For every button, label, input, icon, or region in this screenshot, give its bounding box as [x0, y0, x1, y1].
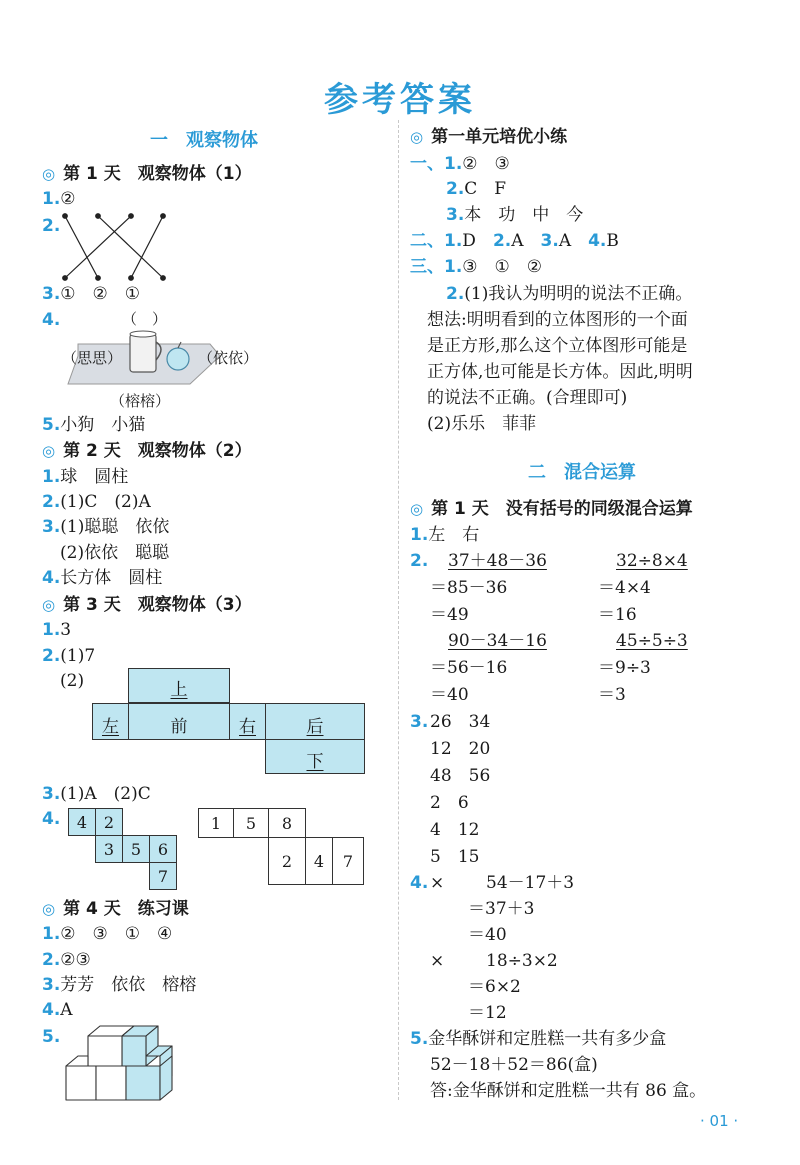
chapter-2-heading: 二 混合运算: [528, 462, 636, 483]
s3-q1: 三、1.③ ① ②: [410, 257, 543, 277]
calc-c1: 90－34－16: [448, 631, 547, 651]
q3-pair: 26 34: [430, 712, 491, 732]
d4-q5-number: 5.: [42, 1027, 61, 1047]
s1-q2: 2.C F: [446, 179, 507, 199]
d3-q4-number: 4.: [42, 809, 61, 829]
d4-q4: 4.A: [42, 1000, 73, 1020]
ch2-q2-number: 2.: [410, 551, 429, 571]
page-title: 参考答案: [324, 80, 476, 120]
q3-pair: 5 15: [430, 847, 480, 867]
net-face-left: 左: [92, 703, 129, 740]
ch2-q5-line1: 5.金华酥饼和定胜糕一共有多少盒: [410, 1029, 667, 1049]
grid2-cell: 8: [268, 808, 306, 838]
ch2-q4-number: 4.: [410, 873, 429, 893]
ch2-q3-number: 3.: [410, 712, 429, 732]
d1-q2-number: 2.: [42, 216, 61, 236]
s2-answers: 二、1.D 2.A 3.A 4.B: [410, 231, 619, 251]
d3-q3: 3.(1)A (2)C: [42, 784, 151, 804]
q4-step-1: ＝37＋3: [468, 899, 535, 919]
day2-header: ◎ 第 2 天 观察物体（2）: [42, 441, 252, 461]
d1-q5: 5.小狗 小猫: [42, 415, 146, 435]
d2-q4: 4.长方体 圆柱: [42, 568, 163, 588]
grid1-cell: 6: [149, 835, 177, 863]
d1-q4-number: 4.: [42, 310, 61, 330]
calc-a1: 37＋48－36: [448, 551, 547, 571]
calc-b3: ＝16: [598, 605, 637, 625]
net-face-back: 后: [265, 703, 365, 740]
d3-q2b: (2): [60, 671, 85, 691]
q3-pair: 4 12: [430, 820, 480, 840]
day3-header: ◎ 第 3 天 观察物体（3）: [42, 595, 252, 615]
s3-q2-line3: 是正方形,那么这个立体图形可能是: [427, 336, 688, 356]
d1-q3: 3.① ② ①: [42, 284, 141, 304]
ch2-q5-line3: 答:金华酥饼和定胜糕一共有 86 盒。: [430, 1081, 707, 1101]
grid2-cell: 7: [332, 837, 364, 885]
grid2-cell: 2: [268, 837, 306, 885]
q4-label-left: （思思）: [62, 349, 123, 367]
s1-q1: 一、1.② ③: [410, 154, 510, 174]
d4-q1: 1.② ③ ① ④: [42, 924, 173, 944]
s1-q3: 3.本 功 中 今: [446, 205, 584, 225]
bullseye-icon: ◎: [410, 500, 424, 518]
grid1-cell: 7: [149, 862, 177, 890]
q4-result-2: ＝12: [468, 1003, 507, 1023]
s3-q2-line6: (2)乐乐 菲菲: [427, 414, 537, 434]
grid1-cell: 4: [68, 808, 96, 836]
q4-label-right: （依依）: [198, 349, 259, 367]
net-face-top: 上: [128, 668, 230, 703]
q4-mark-1: ×: [430, 873, 445, 893]
s3-q2-line2: 想法:明明看到的立体图形的一个面: [427, 310, 688, 330]
calc-a2: ＝85－36: [430, 578, 508, 598]
q4-label-top: （ ）: [122, 310, 168, 328]
q4-result-1: ＝40: [468, 925, 507, 945]
q3-pair: 48 56: [430, 766, 491, 786]
d3-q2a: 2.(1)7: [42, 646, 96, 666]
d4-q2: 2.②③: [42, 950, 91, 970]
grid2-cell: 5: [233, 808, 269, 838]
q3-pair: 12 20: [430, 739, 491, 759]
q3-pair: 2 6: [430, 793, 469, 813]
q4-mark-2: ×: [430, 951, 445, 971]
calc-c3: ＝40: [430, 685, 469, 705]
unit-practice-header: ◎ 第一单元培优小练: [410, 127, 568, 147]
d1-q1: 1.②: [42, 189, 76, 209]
d4-q3: 3.芳芳 依依 榕榕: [42, 975, 197, 995]
net-face-right: 右: [229, 703, 266, 740]
q4-expr-1: 54－17＋3: [486, 873, 575, 893]
d2-q3a: 3.(1)聪聪 依依: [42, 517, 170, 537]
calc-d2: ＝9÷3: [598, 658, 651, 678]
q4-step-2: ＝6×2: [468, 977, 521, 997]
grid1-cell: 3: [95, 835, 123, 863]
s3-q2-line5: 的说法不正确。(合理即可): [427, 388, 628, 408]
d2-q1: 1.球 圆柱: [42, 467, 129, 487]
s3-q2-line1: 2.(1)我认为明明的说法不正确。: [446, 284, 693, 304]
column-divider: [398, 120, 399, 1100]
calc-b2: ＝4×4: [598, 578, 651, 598]
bullseye-icon: ◎: [42, 596, 56, 614]
grid2-cell: 1: [198, 808, 234, 838]
q4-expr-2: 18÷3×2: [486, 951, 558, 971]
net-face-bottom: 下: [265, 739, 365, 774]
d2-q3b: (2)依依 聪聪: [60, 543, 170, 563]
calc-b1: 32÷8×4: [616, 551, 688, 571]
page-number: · 01 ·: [700, 1112, 739, 1130]
day1-header: ◎ 第 1 天 观察物体（1）: [42, 164, 252, 184]
bullseye-icon: ◎: [42, 165, 56, 183]
bullseye-icon: ◎: [410, 128, 424, 146]
matching-lines-diagram: [55, 208, 175, 284]
bullseye-icon: ◎: [42, 442, 56, 460]
chapter-1-heading: 一 观察物体: [150, 130, 258, 151]
s3-q2-line4: 正方体,也可能是长方体。因此,明明: [427, 362, 693, 382]
net-face-front: 前: [128, 703, 230, 740]
calc-a3: ＝49: [430, 605, 469, 625]
calc-d3: ＝3: [598, 685, 626, 705]
grid2-cell: 4: [305, 837, 333, 885]
grid1-cell: 5: [122, 835, 150, 863]
ch2-day1-header: ◎ 第 1 天 没有括号的同级混合运算: [410, 499, 693, 519]
stacked-cubes-illustration: [62, 1022, 182, 1104]
calc-c2: ＝56－16: [430, 658, 508, 678]
calc-d1: 45÷5÷3: [616, 631, 688, 651]
d2-q2: 2.(1)C (2)A: [42, 492, 151, 512]
bullseye-icon: ◎: [42, 900, 56, 918]
q4-label-bottom: （榕榕）: [110, 392, 171, 410]
grid1-cell: 2: [95, 808, 123, 836]
day4-header: ◎ 第 4 天 练习课: [42, 899, 189, 919]
d3-q1: 1.3: [42, 620, 72, 640]
ch2-q5-line2: 52－18＋52＝86(盒): [430, 1055, 598, 1075]
ch2-q1: 1.左 右: [410, 525, 480, 545]
